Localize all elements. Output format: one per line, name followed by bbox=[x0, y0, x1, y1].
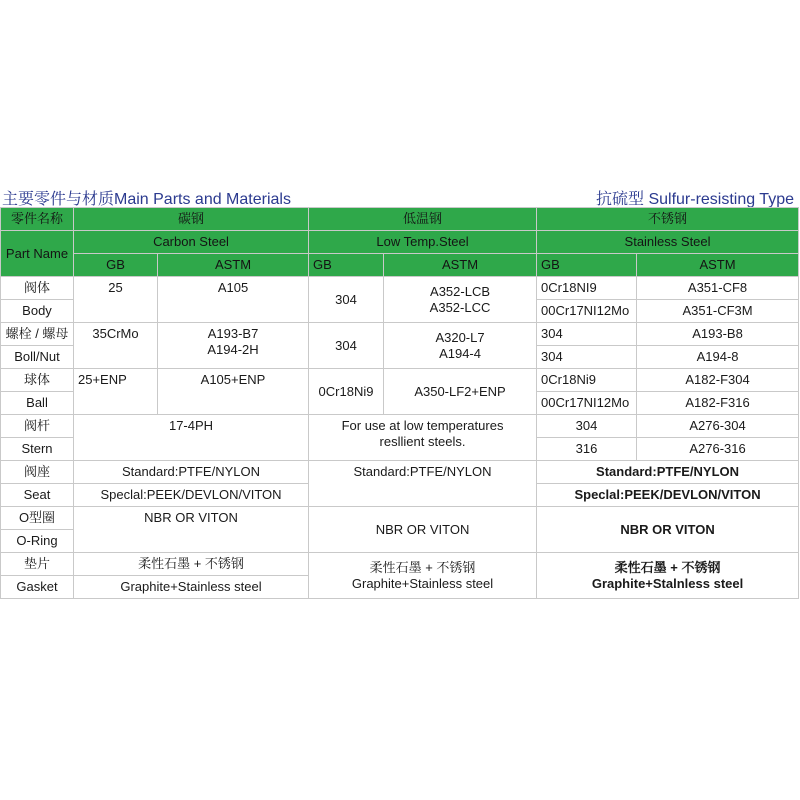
carbon-astm: A105+ENP bbox=[158, 369, 309, 415]
stainless-cn-header: 不锈钢 bbox=[537, 208, 799, 231]
table-row bbox=[1, 507, 799, 530]
low-astm bbox=[384, 277, 537, 323]
low-material-line: resllient steels. bbox=[379, 434, 466, 449]
ss-gb: 0Cr18NI9 bbox=[537, 277, 637, 300]
low-material-line: Graphite+Stainless steel bbox=[351, 575, 494, 591]
ss-astm: A276-316 bbox=[637, 438, 799, 461]
header-row-1 bbox=[1, 208, 799, 231]
part-cn: 螺栓 / 螺母 bbox=[1, 323, 74, 346]
low-gb: 0Cr18Ni9 bbox=[309, 369, 384, 415]
carbon-steel-en-header: Carbon Steel bbox=[74, 231, 309, 254]
carbon-gb: 35CrMo bbox=[74, 323, 158, 369]
part-en: Seat bbox=[1, 484, 74, 507]
ss-material bbox=[537, 553, 799, 599]
document-title: 主要零件与材质Main Parts and Materials bbox=[2, 191, 291, 208]
carbon-astm-header: ASTM bbox=[158, 254, 309, 277]
table-row bbox=[1, 277, 799, 300]
ss-astm: A351-CF3M bbox=[637, 300, 799, 323]
part-cn: O型圈 bbox=[1, 507, 74, 530]
ss-gb: 304 bbox=[537, 323, 637, 346]
low-material bbox=[309, 415, 537, 461]
low-astm-header: ASTM bbox=[384, 254, 537, 277]
low-astm-line: A352-LCC bbox=[429, 299, 491, 315]
ss-gb: 304 bbox=[537, 346, 637, 369]
carbon-material: Specl​al:PEEK/DEVLON/VITON bbox=[74, 484, 309, 507]
low-gb: 304 bbox=[309, 277, 384, 323]
part-en: O-Ring bbox=[1, 530, 74, 553]
carbon-astm bbox=[158, 323, 309, 369]
ss-astm: A193-B8 bbox=[637, 323, 799, 346]
ss-material-line: Graphite+Stalnless steel bbox=[591, 575, 744, 591]
ss-gb: 0Cr18Ni9 bbox=[537, 369, 637, 392]
ss-material-line: 柔性石墨 + 不锈钢 bbox=[614, 559, 721, 575]
type-title: 抗硫型 Sulfur-resisting Type bbox=[596, 191, 794, 208]
part-cn: 垫片 bbox=[1, 553, 74, 576]
table-row bbox=[1, 323, 799, 346]
part-en: Ball bbox=[1, 392, 74, 415]
carbon-gb: 25+ENP bbox=[74, 369, 158, 415]
ss-gb: 316 bbox=[537, 438, 637, 461]
ss-gb: 00Cr17NI12Mo bbox=[537, 300, 637, 323]
part-en: Gasket bbox=[1, 576, 74, 599]
ss-astm: A351-CF8 bbox=[637, 277, 799, 300]
carbon-material: 柔性石墨 + 不锈钢 bbox=[74, 553, 309, 576]
carbon-astm-line: A194-2H bbox=[207, 342, 259, 357]
carbon-material: Standard:PTFE/NYLON bbox=[74, 461, 309, 484]
ss-astm: A276-304 bbox=[637, 415, 799, 438]
carbon-gb: 25 bbox=[74, 277, 158, 323]
table-row bbox=[1, 369, 799, 392]
low-material bbox=[309, 553, 537, 599]
part-en: Boll/Nut bbox=[1, 346, 74, 369]
low-gb: 304 bbox=[309, 323, 384, 369]
part-cn: 阀座 bbox=[1, 461, 74, 484]
part-name-en-header: Part Name bbox=[1, 231, 74, 277]
header-row-2 bbox=[1, 231, 799, 254]
low-astm-line: A352-LCB bbox=[430, 283, 491, 299]
carbon-gb-header: GB bbox=[74, 254, 158, 277]
carbon-material: 17-4PH bbox=[74, 415, 309, 461]
low-material: NBR OR VITON bbox=[309, 507, 537, 553]
stainless-gb-header: GB bbox=[537, 254, 637, 277]
ss-material: Specl​al:PEEK/DEVLON/VITON bbox=[537, 484, 799, 507]
table-row bbox=[1, 461, 799, 484]
low-astm bbox=[384, 323, 537, 369]
carbon-astm-line: A193-B7 bbox=[207, 326, 259, 341]
part-cn: 阀体 bbox=[1, 277, 74, 300]
part-cn: 阀杆 bbox=[1, 415, 74, 438]
low-material-line: For use at low temperatures bbox=[341, 418, 504, 433]
low-astm-line: A320-L7 bbox=[435, 329, 485, 345]
ss-gb: 00Cr17NI12Mo bbox=[537, 392, 637, 415]
ss-material: NBR OR VITON bbox=[537, 507, 799, 553]
part-cn: 球体 bbox=[1, 369, 74, 392]
table-row bbox=[1, 553, 799, 576]
ss-astm: A182-F304 bbox=[637, 369, 799, 392]
low-temp-cn-header: 低温钢 bbox=[309, 208, 537, 231]
carbon-material: Graphite+Stainless steel bbox=[74, 576, 309, 599]
part-en: Body bbox=[1, 300, 74, 323]
part-name-cn-header: 零件名称 bbox=[1, 208, 74, 231]
low-temp-en-header: Low Temp.Steel bbox=[309, 231, 537, 254]
carbon-material: NBR OR VITON bbox=[74, 507, 309, 553]
ss-material: Standard:PTFE/NYLON bbox=[537, 461, 799, 484]
header-row-3 bbox=[1, 254, 799, 277]
low-astm-line: A194-4 bbox=[439, 345, 481, 361]
carbon-steel-cn-header: 碳钢 bbox=[74, 208, 309, 231]
materials-table bbox=[0, 207, 799, 599]
table-row bbox=[1, 415, 799, 438]
low-material: Standard:PTFE/NYLON bbox=[309, 461, 537, 507]
part-en: Stern bbox=[1, 438, 74, 461]
stainless-astm-header: ASTM bbox=[637, 254, 799, 277]
low-astm: A350-LF2+ENP bbox=[384, 369, 537, 415]
ss-astm: A182-F316 bbox=[637, 392, 799, 415]
low-gb-header: GB bbox=[309, 254, 384, 277]
stainless-en-header: Stainless Steel bbox=[537, 231, 799, 254]
low-material-line: 柔性石墨 + 不锈钢 bbox=[369, 559, 476, 575]
carbon-astm: A105 bbox=[158, 277, 309, 323]
ss-astm: A194-8 bbox=[637, 346, 799, 369]
ss-gb: 304 bbox=[537, 415, 637, 438]
